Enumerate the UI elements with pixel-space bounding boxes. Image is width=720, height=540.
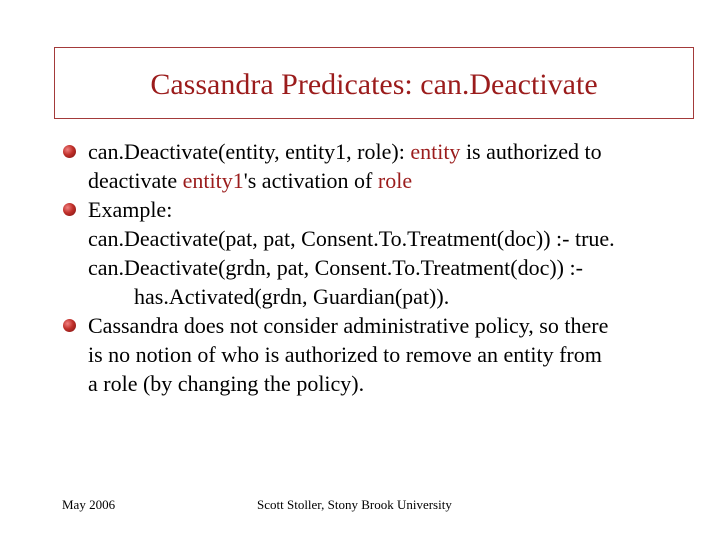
predicate-signature: can.Deactivate(entity, entity1, role): <box>88 139 411 164</box>
slide-body <box>60 137 700 398</box>
admin-policy-line-3: a role (by changing the policy). <box>88 371 365 396</box>
footer-date: May 2006 <box>62 497 116 512</box>
definition-text: is authorized to <box>460 139 602 164</box>
highlight-entity1: entity1 <box>182 168 244 193</box>
definition-line-1 <box>88 137 700 166</box>
bullet-icon <box>63 319 76 332</box>
bullet-item-definition <box>60 137 700 195</box>
example-label: Example: <box>88 197 173 222</box>
bullet-item-admin-policy <box>60 311 700 398</box>
title-box <box>54 47 694 119</box>
admin-policy-line-2: is no notion of who is authorized to remove an entity from <box>88 342 602 367</box>
example-rule-2: can.Deactivate(grdn, pat, Consent.To.Treatment(doc)) :- <box>88 255 583 280</box>
example-rule-1: can.Deactivate(pat, pat, Consent.To.Treatment(doc)) :- true. <box>88 226 615 251</box>
bullet-item-example <box>60 195 700 224</box>
definition-text: 's activation of <box>243 168 378 193</box>
bullet-icon <box>63 203 76 216</box>
highlight-entity: entity <box>410 139 461 164</box>
bullet-icon <box>63 145 76 158</box>
definition-text: deactivate <box>88 168 183 193</box>
admin-policy-line-1: Cassandra does not consider administrative policy, so there <box>88 313 609 338</box>
footer-author: Scott Stoller, Stony Brook University <box>257 497 452 512</box>
definition-line-2 <box>88 166 700 195</box>
example-rule-2-body: has.Activated(grdn, Guardian(pat)). <box>134 284 450 309</box>
slide-title: Cassandra Predicates: can.Deactivate <box>150 68 598 101</box>
highlight-role: role <box>377 168 413 193</box>
